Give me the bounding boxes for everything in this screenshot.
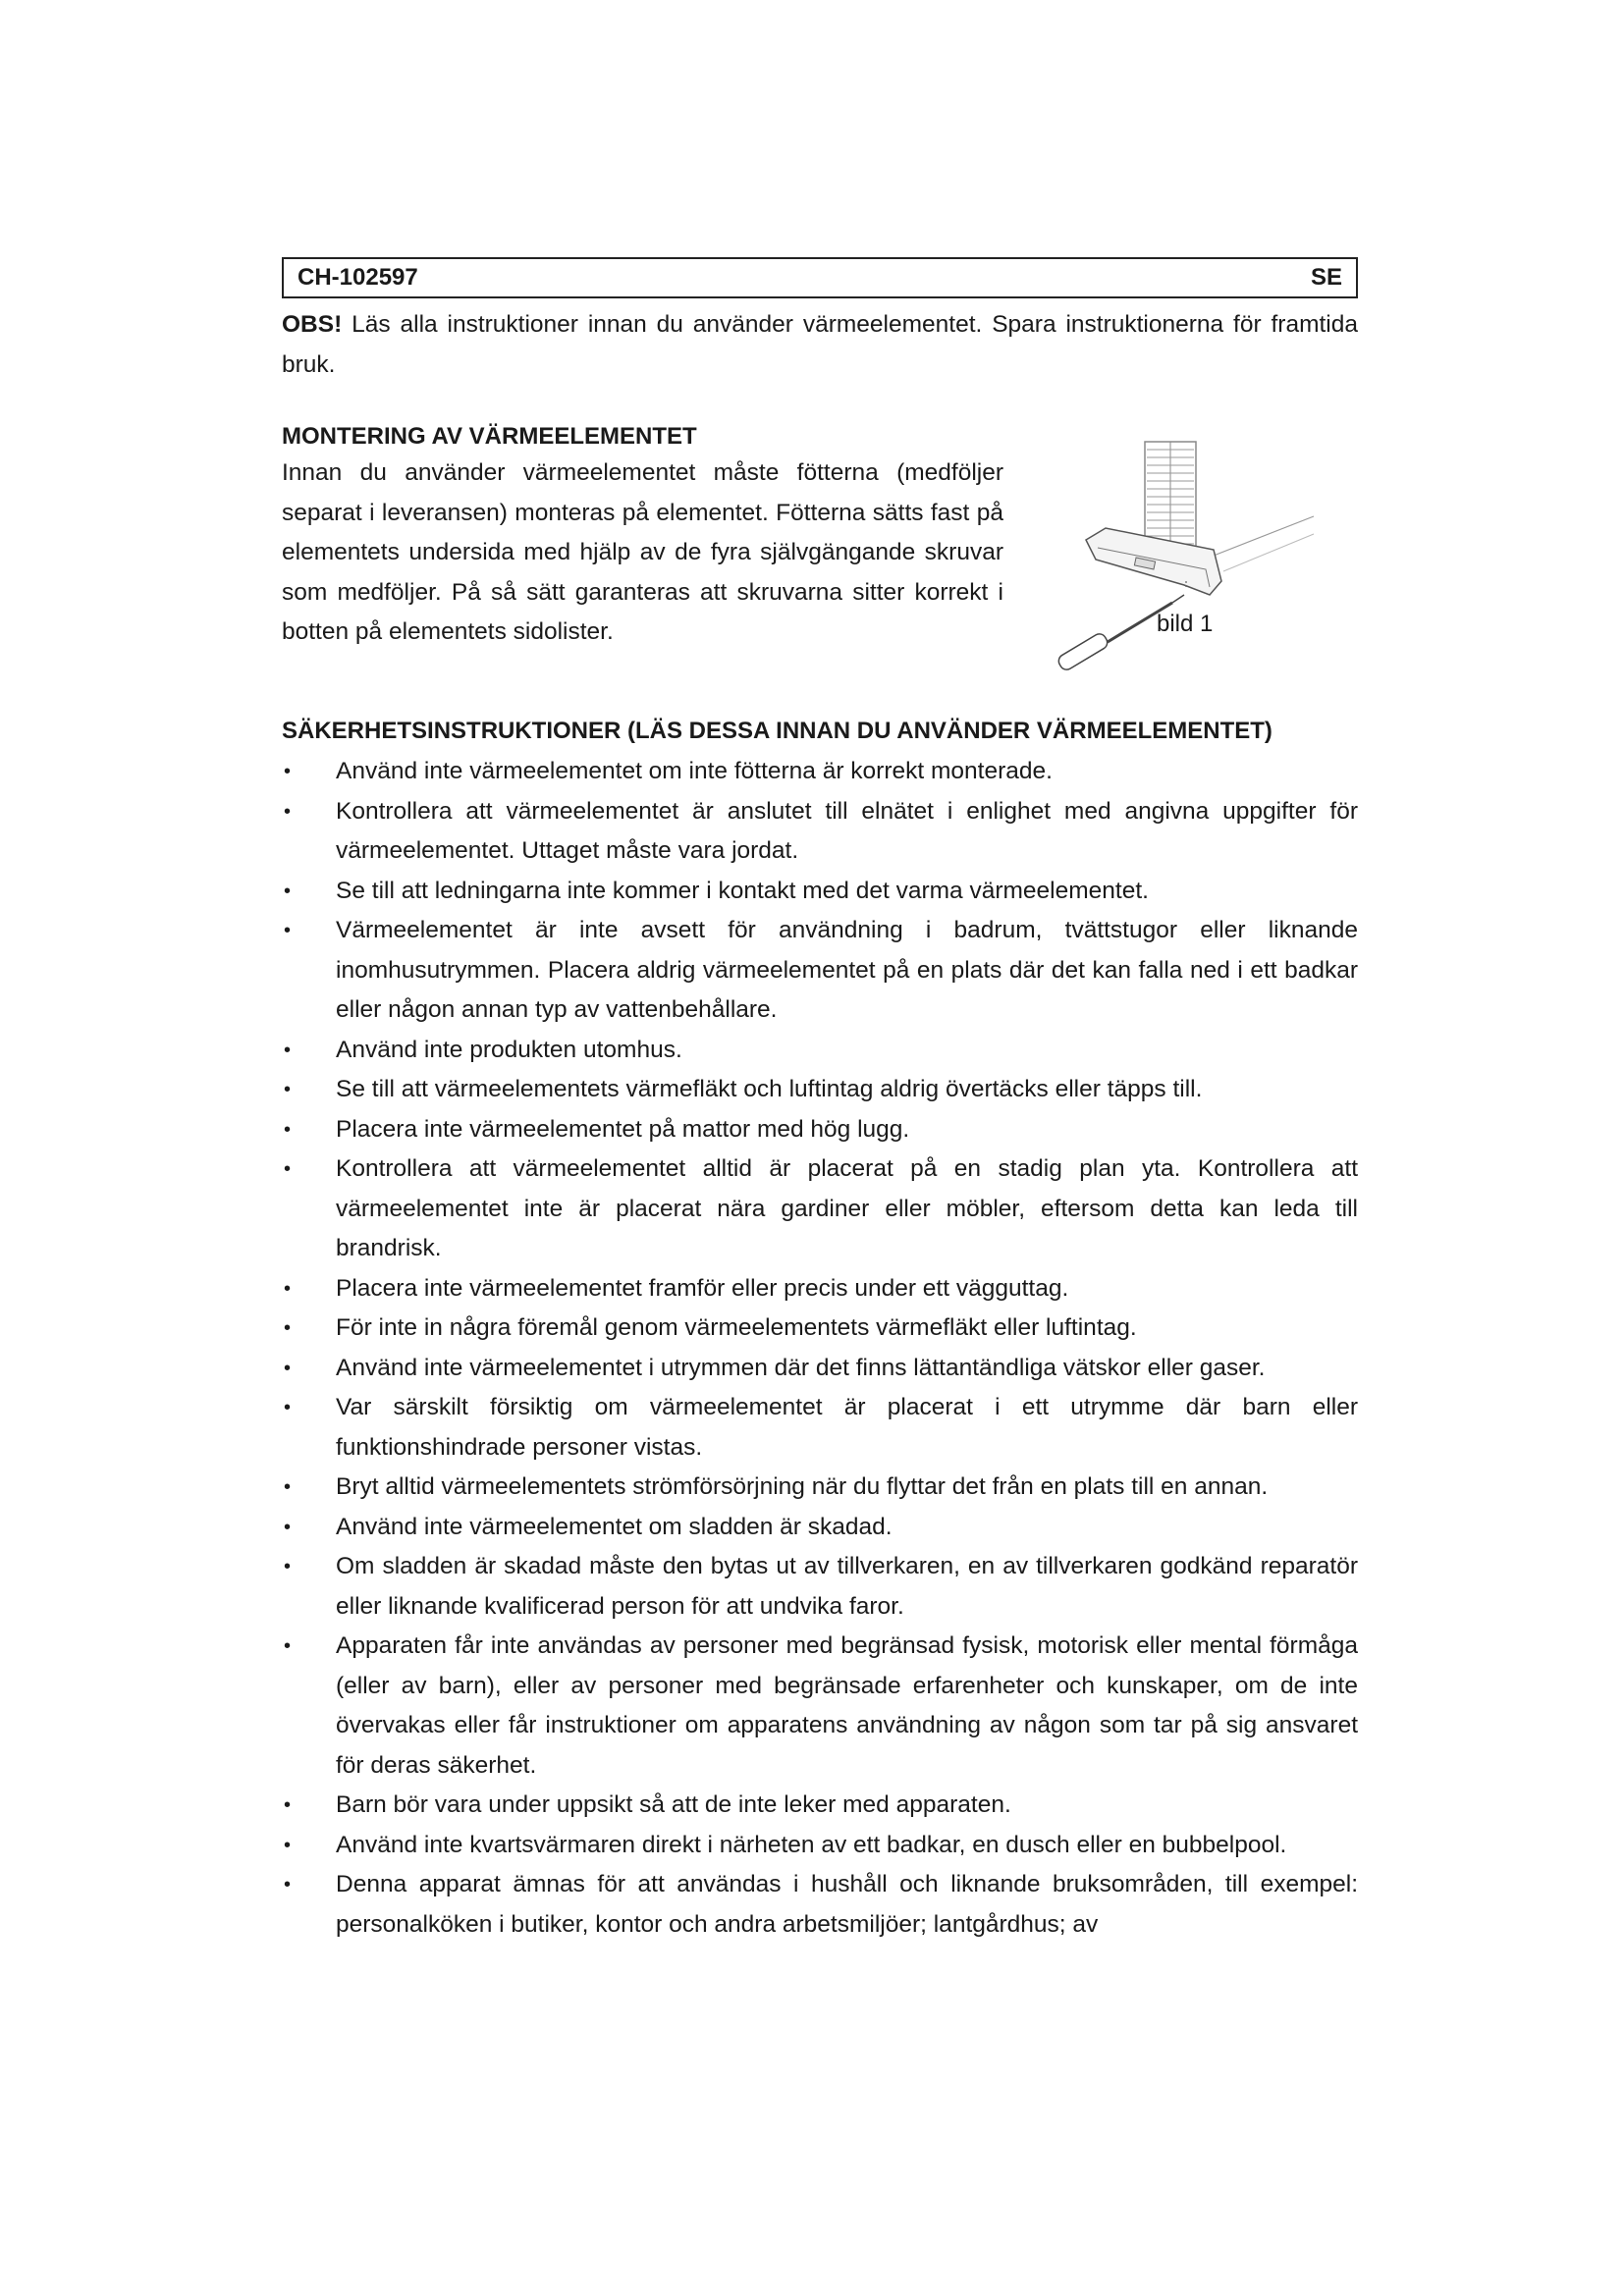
- mounting-section: [282, 454, 1358, 673]
- bullet: •: [284, 761, 292, 782]
- safety-item: • Placera inte värmeelementet på mattor med hög lugg.: [282, 1110, 1358, 1150]
- bullet: •: [284, 1317, 292, 1339]
- document-header: [282, 257, 1358, 298]
- safety-item: • Var särskilt försiktig om värmeelementet är placerat i ett utrymme där barn eller funktionshindrade personer vistas.: [282, 1388, 1358, 1468]
- language-code: SE: [1310, 264, 1342, 291]
- safety-item: • Använd inte produkten utomhus.: [282, 1031, 1358, 1071]
- mounting-title: MONTERING AV VÄRMEELEMENTET: [282, 423, 697, 450]
- safety-item: • Använd inte värmeelementet i utrymmen där det finns lättantändliga vätskor eller gaser.: [282, 1349, 1358, 1389]
- safety-item: • För inte in några föremål genom värmeelementets värmefläkt eller luftintag.: [282, 1308, 1358, 1349]
- bullet: •: [284, 1118, 292, 1141]
- bullet: •: [284, 920, 292, 941]
- obs-note: [282, 304, 1358, 385]
- safety-list: [282, 752, 1358, 1945]
- safety-item: • Använd inte kvartsvärmaren direkt i närheten av ett badkar, en dusch eller en bubbelpool.: [282, 1826, 1358, 1866]
- bullet: •: [284, 1635, 292, 1657]
- safety-item: • Bryt alltid värmeelementets strömförsörjning när du flyttar det från en plats till en annan.: [282, 1468, 1358, 1508]
- bullet: •: [284, 1397, 292, 1418]
- safety-item: • Om sladden är skadad måste den bytas ut av tillverkaren, en av tillverkaren godkänd reparatör eller liknande kvalificerad person för att undvika faror.: [282, 1547, 1358, 1627]
- safety-title: SÄKERHETSINSTRUKTIONER (LÄS DESSA INNAN DU ANVÄNDER VÄRMEELEMENTET): [282, 718, 1272, 744]
- bullet: •: [284, 880, 292, 902]
- bullet: •: [284, 1039, 292, 1061]
- safety-item: • Placera inte värmeelementet framför eller precis under ett vägguttag.: [282, 1269, 1358, 1309]
- safety-item: • Kontrollera att värmeelementet är anslutet till elnätet i enlighet med angivna uppgifter för värmeelementet. Uttaget måste vara jordat.: [282, 792, 1358, 872]
- bullet: •: [284, 1794, 292, 1816]
- bullet: •: [284, 1834, 292, 1856]
- safety-item: • Se till att ledningarna inte kommer i kontakt med det varma värmeelementet.: [282, 872, 1358, 912]
- bullet: •: [284, 1158, 292, 1180]
- obs-label: OBS!: [282, 311, 343, 338]
- product-code: CH-102597: [298, 264, 418, 291]
- bullet: •: [284, 1556, 292, 1577]
- safety-item: • Använd inte värmeelementet om sladden är skadad.: [282, 1508, 1358, 1548]
- safety-item: • Se till att värmeelementets värmefläkt och luftintag aldrig övertäcks eller täpps till.: [282, 1070, 1358, 1110]
- safety-item: • Värmeelementet är inte avsett för användning i badrum, tvättstugor eller liknande inomhusutrymmen. Placera aldrig värmeelementet på en plats där det kan falla ned i ett badkar eller någon annan typ av vattenbehållare.: [282, 911, 1358, 1031]
- bullet: •: [284, 1079, 292, 1100]
- bullet: •: [284, 1357, 292, 1379]
- figure-caption: bild 1: [1157, 611, 1214, 637]
- safety-item: • Apparaten får inte användas av personer med begränsad fysisk, motorisk eller mental förmåga (eller av barn), eller av personer med begränsade erfarenheter och kunskaper, om de inte övervakas eller får instruktioner om apparatens användning av någon som tar på sig ansvaret för deras säkerhet.: [282, 1627, 1358, 1786]
- safety-item: • Barn bör vara under uppsikt så att de inte leker med apparaten.: [282, 1786, 1358, 1826]
- bullet: •: [284, 1874, 292, 1896]
- safety-item: • Använd inte värmeelementet om inte fötterna är korrekt monterade.: [282, 752, 1358, 792]
- bullet: •: [284, 1277, 292, 1300]
- safety-item: • Denna apparat ämnas för att användas i hushåll och liknande bruksområden, till exempel: personalköken i butiker, kontor och andra arbetsmiljöer; lantgårdhus; av: [282, 1865, 1358, 1945]
- mounting-figure: [1037, 438, 1331, 673]
- obs-text: Läs alla instruktioner innan du använder värmeelementet. Spara instruktionerna för framtida bruk.: [282, 311, 1358, 378]
- safety-item: • Kontrollera att värmeelementet alltid är placerat på en stadig plan yta. Kontrollera att värmeelementet inte är placerat nära gardiner eller möbler, eftersom detta kan leda till brandrisk.: [282, 1149, 1358, 1269]
- mounting-text: Innan du använder värmeelementet måste fötterna (medföljer separat i leveransen) monteras på elementet. Fötterna sätts fast på elementets undersida med hjälp av de fyra självgängande skruvar som medföljer. På så sätt garanteras att skruvarna sitter korrekt i botten på elementets sidolister.: [282, 459, 1003, 645]
- heater-foot-illustration: [1037, 438, 1331, 673]
- bullet: •: [284, 800, 292, 823]
- bullet: •: [284, 1516, 292, 1538]
- document-page: [282, 257, 1358, 1945]
- bullet: •: [284, 1476, 292, 1498]
